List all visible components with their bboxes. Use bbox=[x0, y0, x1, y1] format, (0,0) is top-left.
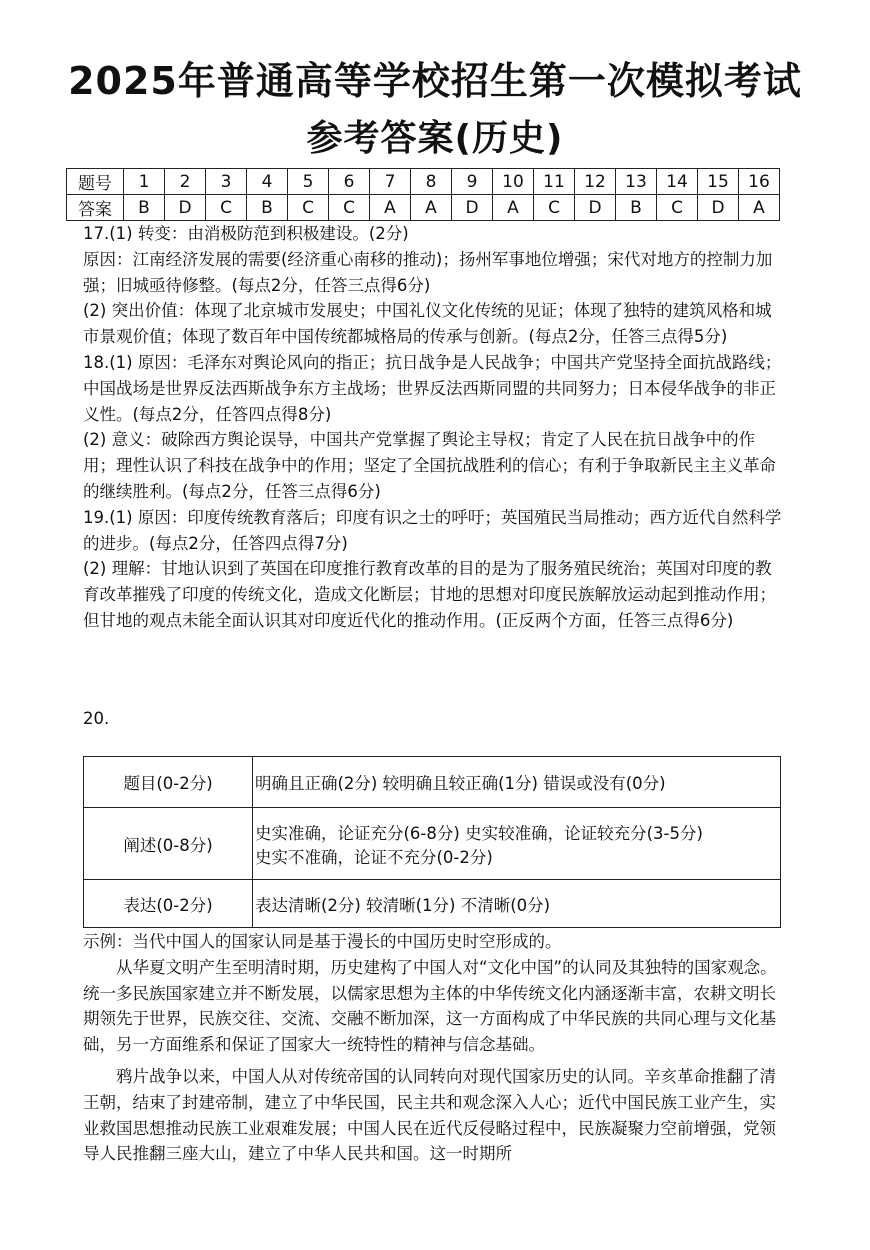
question-number: 7 bbox=[370, 169, 411, 195]
answer-cell: B bbox=[247, 195, 288, 221]
rubric-heading: 题目(0-2分) bbox=[84, 757, 253, 808]
rubric-line: 表达清晰(2分) 较清晰(1分) 不清晰(0分) bbox=[255, 895, 551, 915]
example-paragraph-1: 从华夏文明产生至明清时期，历史建构了中国人对“文化中国”的认同及其独特的国家观念。统一多民族国家建立并不断发展，以儒家思想为主体的中华传统文化内涵逐渐丰富，农耕文明长期领先于世界，民族交往、交流、交融不断加深，这一方面构成了中华民族的共同心理与文化基础，另一方面维系和保证了国家大一统特性的精神与信念基础。 bbox=[83, 957, 777, 1055]
document-subtitle: 参考答案(历史) bbox=[306, 118, 564, 159]
question-number: 2 bbox=[165, 169, 206, 195]
answer-cell: B bbox=[616, 195, 657, 221]
rubric-row bbox=[84, 808, 781, 880]
question-number: 15 bbox=[698, 169, 739, 195]
question-number: 10 bbox=[493, 169, 534, 195]
q19-part2: (2) 理解：甘地认识到了英国在印度推行教育改革的目的是为了服务殖民统治；英国对印度的教育改革摧残了印度的传统文化，造成文化断层；甘地的思想对印度民族解放运动起到推动作用；但甘地的观点未能全面认识其对印度近代化的推动作用。(正反两个方面，任答三点得6分) bbox=[83, 559, 776, 630]
example-essay bbox=[83, 929, 783, 1167]
rubric-criteria bbox=[253, 880, 781, 928]
answer-cell: B bbox=[124, 195, 165, 221]
document-title: 2025年普通高等学校招生第一次模拟考试 bbox=[68, 59, 802, 103]
answer-table-answer-row bbox=[67, 195, 780, 221]
question-number: 5 bbox=[288, 169, 329, 195]
question-number: 4 bbox=[247, 169, 288, 195]
answer-cell: C bbox=[329, 195, 370, 221]
answer-cell: D bbox=[575, 195, 616, 221]
question-number: 6 bbox=[329, 169, 370, 195]
rubric-criteria bbox=[253, 808, 781, 880]
q18-part2: (2) 意义：破除西方舆论误导，中国共产党掌握了舆论主导权；肯定了人民在抗日战争中的作用；理性认识了科技在战争中的作用；坚定了全国抗战胜利的信心；有利于争取新民主主义革命的继续胜利。(每点2分，任答三点得6分) bbox=[83, 430, 776, 501]
question-number: 1 bbox=[124, 169, 165, 195]
question-number: 8 bbox=[411, 169, 452, 195]
rubric-line: 史实准确，论证充分(6-8分) 史实较准确，论证较充分(3-5分) bbox=[255, 823, 703, 843]
rubric-line: 明确且正确(2分) 较明确且较正确(1分) 错误或没有(0分) bbox=[255, 774, 666, 793]
rubric-row bbox=[84, 757, 781, 808]
q17-reasons: 原因：江南经济发展的需要(经济重心南移的推动)；扬州军事地位增强；宋代对地方的控制力加强；旧城亟待修整。(每点2分，任答三点得6分) bbox=[83, 249, 773, 295]
question-number: 16 bbox=[739, 169, 780, 195]
answer-cell: C bbox=[206, 195, 247, 221]
answer-table-row-label: 题号 bbox=[67, 169, 124, 195]
question-number: 11 bbox=[534, 169, 575, 195]
question-number: 3 bbox=[206, 169, 247, 195]
answer-cell: C bbox=[657, 195, 698, 221]
answer-cell: D bbox=[698, 195, 739, 221]
answer-table-row-label: 答案 bbox=[67, 195, 124, 221]
rubric-criteria bbox=[253, 757, 781, 808]
rubric-line: 史实不准确，论证不充分(0-2分) bbox=[255, 847, 493, 867]
answer-table bbox=[66, 168, 780, 221]
answers-17-19 bbox=[83, 221, 783, 634]
answer-cell: A bbox=[493, 195, 534, 221]
rubric-heading: 阐述(0-8分) bbox=[84, 808, 253, 880]
q17-part2: (2) 突出价值：体现了北京城市发展史；中国礼仪文化传统的见证；体现了独特的建筑风格和城市景观价值；体现了数百年中国传统都城格局的传承与创新。(每点2分，任答三点得5分) bbox=[83, 301, 772, 347]
question-number: 12 bbox=[575, 169, 616, 195]
answer-cell: A bbox=[370, 195, 411, 221]
question-number: 14 bbox=[657, 169, 698, 195]
answer-cell: C bbox=[534, 195, 575, 221]
question-number: 13 bbox=[616, 169, 657, 195]
example-paragraph-2: 鸦片战争以来，中国人从对传统帝国的认同转向对现代国家历史的认同。辛亥革命推翻了清王朝，结束了封建帝制，建立了中华民国，民主共和观念深入人心；近代中国民族工业产生，实业救国思想推动民族工业艰难发展；中国人民在近代反侵略过程中，民族凝聚力空前增强，党领导人民推翻三座大山，建立了中华人民共和国。这一时期所 bbox=[83, 1066, 776, 1164]
rubric-heading: 表达(0-2分) bbox=[84, 880, 253, 928]
rubric-row bbox=[84, 880, 781, 928]
answer-table-number-row bbox=[67, 169, 780, 195]
answer-cell: C bbox=[288, 195, 329, 221]
question-number: 9 bbox=[452, 169, 493, 195]
answer-cell: A bbox=[411, 195, 452, 221]
answer-cell: D bbox=[452, 195, 493, 221]
rubric-table bbox=[83, 756, 781, 928]
q17-part1: 17.(1) 转变：由消极防范到积极建设。(2分) bbox=[83, 224, 409, 243]
q19-part1: 19.(1) 原因：印度传统教育落后；印度有识之士的呼吁；英国殖民当局推动；西方近代自然科学的进步。(每点2分，任答四点得7分) bbox=[83, 507, 782, 553]
answer-cell: D bbox=[165, 195, 206, 221]
q20-label: 20. bbox=[83, 709, 110, 728]
q18-part1: 18.(1) 原因：毛泽东对舆论风向的指正；抗日战争是人民战争；中国共产党坚持全面抗战路线；中国战场是世界反法西斯战争东方主战场；世界反法西斯同盟的共同努力；日本侵华战争的非正义性。(每点2分，任答四点得8分) bbox=[83, 352, 782, 424]
example-intro: 示例：当代中国人的国家认同是基于漫长的中国历史时空形成的。 bbox=[83, 932, 562, 951]
answer-cell: A bbox=[739, 195, 780, 221]
